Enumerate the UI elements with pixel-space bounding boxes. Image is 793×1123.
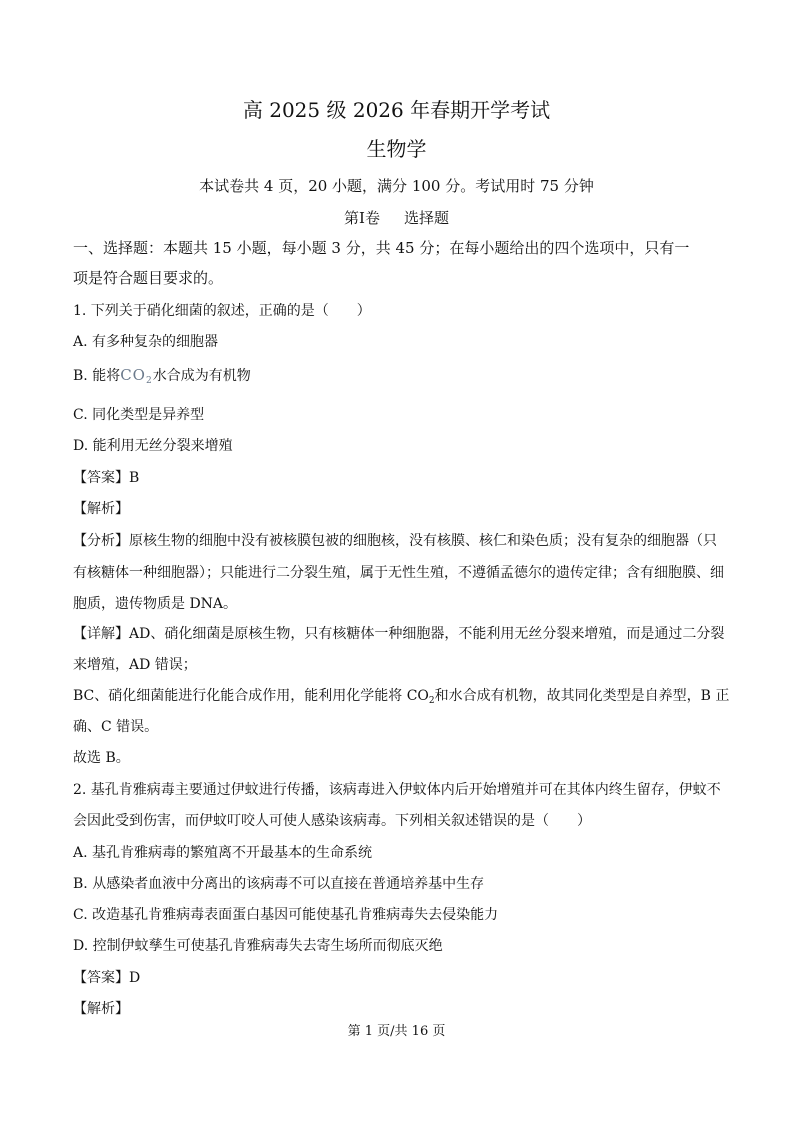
exam-title: 高 2025 级 2026 年春期开学考试 xyxy=(242,98,551,122)
q2-option-d: D. 控制伊蚊孳生可使基孔肯雅病毒失去寄生场所而彻底灭绝 xyxy=(73,938,443,954)
volume-heading xyxy=(0,209,793,227)
co2-text: CO xyxy=(120,366,146,384)
exam-info: 本试卷共 4 页，20 小题，满分 100 分。考试用时 75 分钟 xyxy=(199,177,594,195)
q1-answer: 【答案】B xyxy=(73,470,140,486)
q1-option-b-prefix: B. 能将 xyxy=(73,368,121,384)
q2-option-a: A. 基孔肯雅病毒的繁殖离不开最基本的生命系统 xyxy=(73,845,373,861)
volume-label: 第Ⅰ卷 xyxy=(344,209,380,227)
q1-xiangjie-line-4: 确、C 错误。 xyxy=(73,719,159,735)
q1-option-b xyxy=(73,366,251,387)
q1-xiangjie-line-2: 来增殖，AD 错误； xyxy=(73,657,197,673)
q1-option-a: A. 有多种复杂的细胞器 xyxy=(73,334,219,350)
subject-title: 生物学 xyxy=(366,137,427,161)
q1-conclusion: 故选 B。 xyxy=(73,750,130,766)
q1-stem: 1. 下列关于硝化细菌的叙述，正确的是（ ） xyxy=(73,303,371,319)
q1-option-c: C. 同化类型是异养型 xyxy=(73,407,205,423)
q1-option-d: D. 能利用无丝分裂来增殖 xyxy=(73,438,233,454)
volume-name: 选择题 xyxy=(403,209,449,227)
q1-fenxi-line-3: 胞质，遗传物质是 DNA。 xyxy=(73,596,238,612)
q1-fenxi-line-1: 【分析】原核生物的细胞中没有被核膜包被的细胞核，没有核膜、核仁和染色质；没有复杂的细胞器（只 xyxy=(73,533,717,549)
q2-option-c: C. 改造基孔肯雅病毒表面蛋白基因可能使基孔肯雅病毒失去侵染能力 xyxy=(73,907,499,923)
co2-formula xyxy=(120,366,153,384)
page-footer: 第 1 页/共 16 页 xyxy=(347,1024,446,1039)
q1-xiangjie-line-1: 【详解】AD、硝化细菌是原核生物，只有核糖体一种细胞器，不能利用无丝分裂来增殖，而是通过二分裂 xyxy=(73,626,725,642)
q2-stem-line-1: 2. 基孔肯雅病毒主要通过伊蚊进行传播，该病毒进入伊蚊体内后开始增殖并可在其体内终生留存，伊蚊不 xyxy=(73,782,721,798)
q2-answer: 【答案】D xyxy=(73,970,141,986)
q2-stem-line-2: 会因此受到伤害，而伊蚊叮咬人可使人感染该病毒。下列相关叙述错误的是（ ） xyxy=(73,813,591,829)
instructions-line-2: 项是符合题目要求的。 xyxy=(73,269,224,287)
q1-xiangjie-3-suffix: 和水合成有机物，故其同化类型是自养型，B 正 xyxy=(434,688,730,704)
q1-analysis-label: 【解析】 xyxy=(73,501,129,517)
q1-option-b-suffix: 水合成为有机物 xyxy=(152,368,251,384)
q1-xiangjie-line-3 xyxy=(73,688,729,707)
co2-subscript: 2 xyxy=(145,376,153,386)
q1-xiangjie-3-prefix: BC、硝化细菌能进行化能合成作用，能利用化学能将 CO xyxy=(73,688,429,704)
q2-analysis-label: 【解析】 xyxy=(73,1001,129,1017)
instructions-line-1: 一、选择题：本题共 15 小题，每小题 3 分，共 45 分；在每小题给出的四个选项中，只有一 xyxy=(73,239,690,257)
q2-option-b: B. 从感染者血液中分离出的该病毒不可以直接在普通培养基中生存 xyxy=(73,876,485,892)
co2-subscript-2: 2 xyxy=(428,696,435,706)
q1-fenxi-line-2: 有核糖体一种细胞器）；只能进行二分裂生殖，属于无性生殖，不遵循孟德尔的遗传定律；含有细胞膜、细 xyxy=(73,565,724,581)
